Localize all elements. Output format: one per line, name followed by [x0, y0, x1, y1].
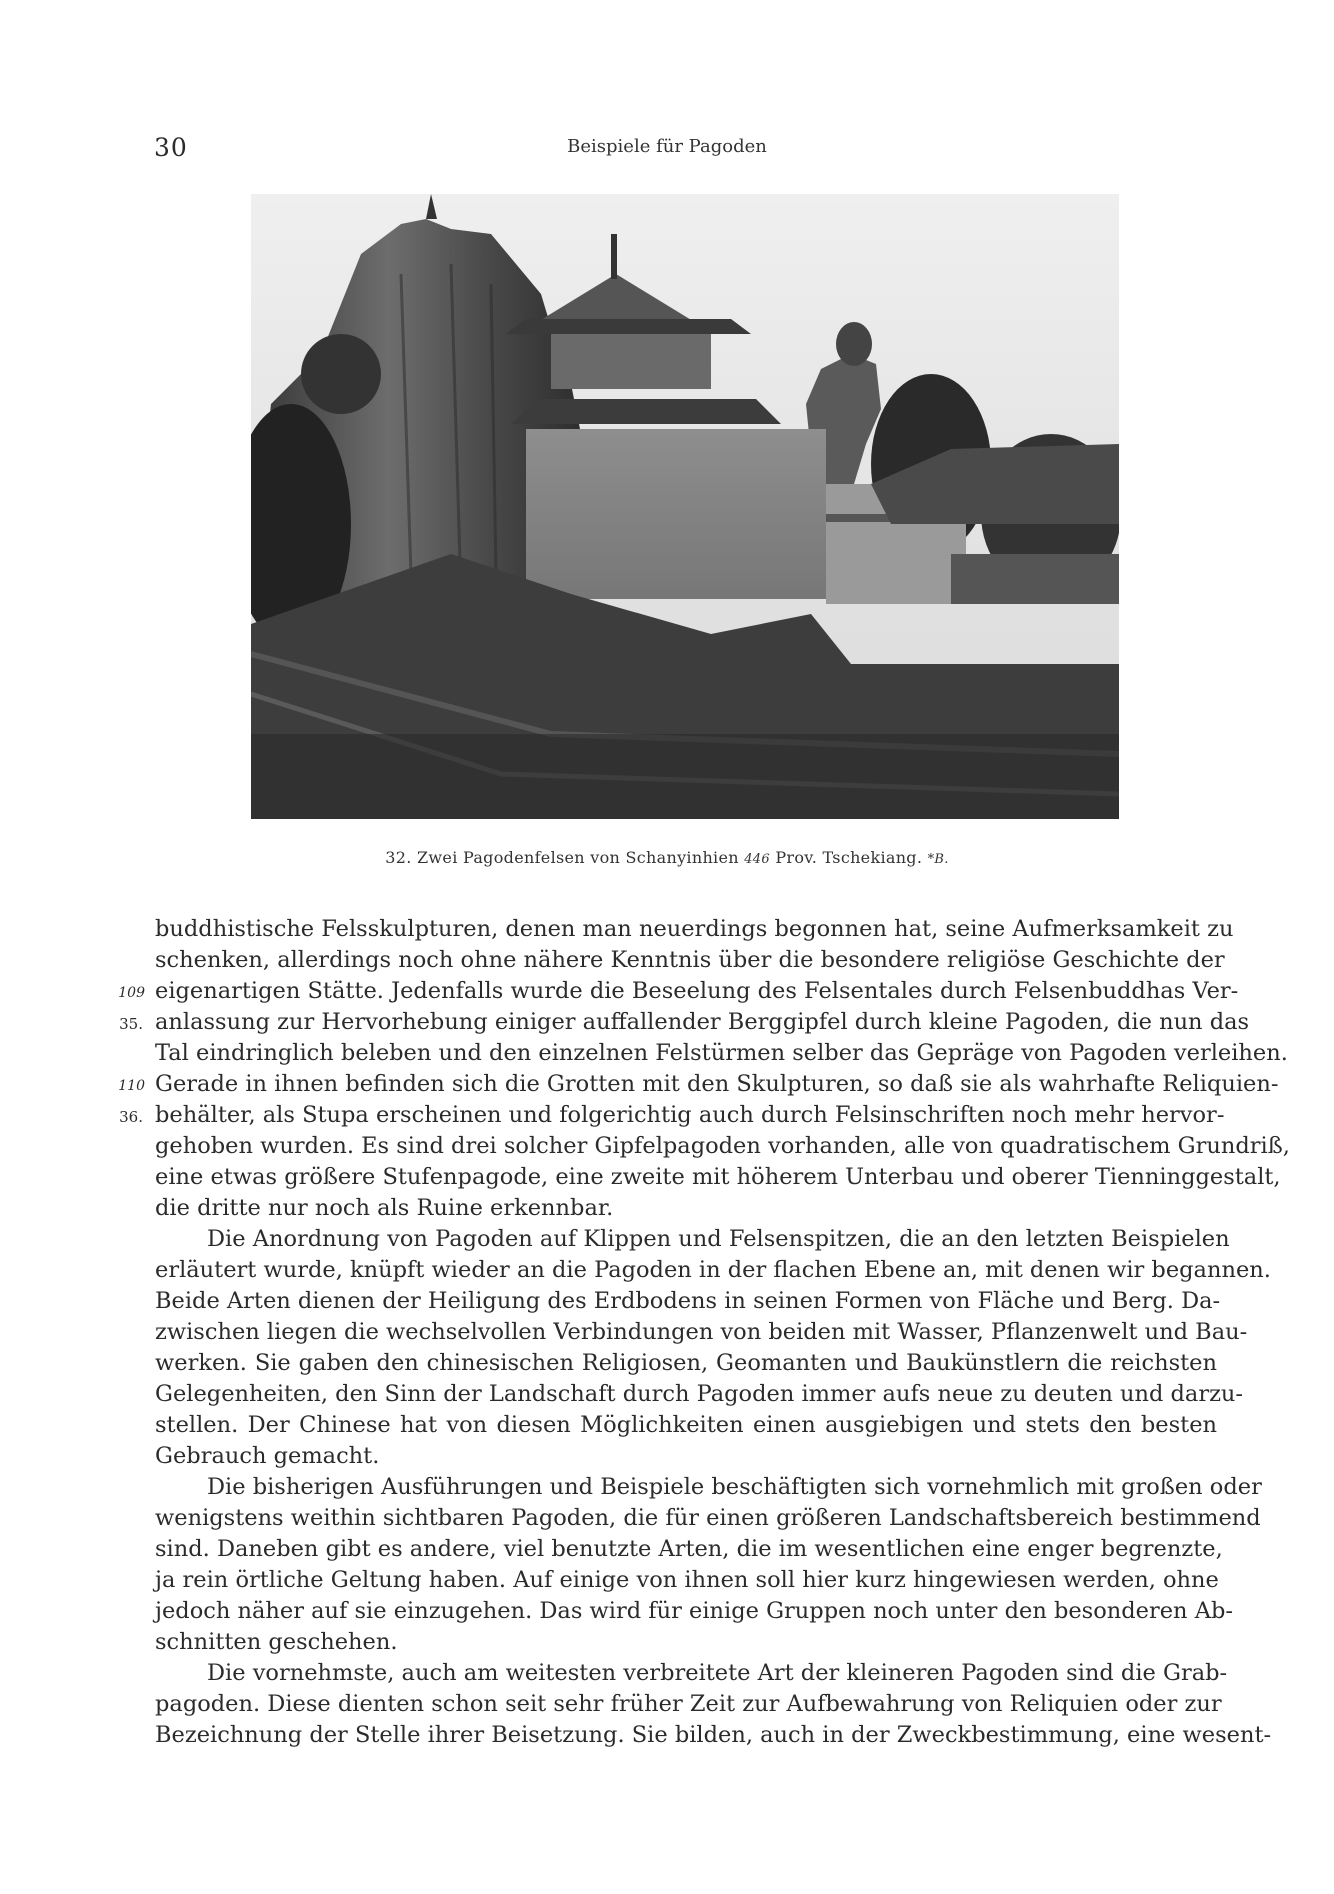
caption-text: 32. Zwei Pagodenfelsen von Schanyinhien — [385, 848, 745, 867]
margin-note: 35. — [119, 1015, 143, 1033]
text-line-content: pagoden. Diese dienten schon seit sehr früher Zeit zur Aufbewahrung von Reliquien oder zur — [155, 1691, 1222, 1717]
caption-ref: 446 — [744, 852, 770, 867]
text-line — [155, 914, 1234, 945]
text-line-content: gehoben wurden. Es sind drei solcher Gipfelpagoden vorhanden, alle von quadratischem Grundriß, — [155, 1133, 1290, 1159]
text-line-content: eigenartigen Stätte. Jedenfalls wurde die Beseelung des Felsentales durch Felsenbuddhas Ver- — [155, 978, 1239, 1004]
text-line — [119, 1007, 1250, 1038]
text-line-content: die dritte nur noch als Ruine erkennbar. — [155, 1195, 614, 1221]
photo-pagoda-rocks — [251, 194, 1119, 819]
text-line — [155, 1317, 1248, 1348]
text-line-content: eine etwas größere Stufenpagode, eine zweite mit höherem Unterbau und oberer Tienninggestalt, — [155, 1164, 1281, 1190]
margin-note: 110 — [118, 1078, 145, 1094]
text-line-content: behälter, als Stupa erscheinen und folgerichtig auch durch Felsinschriften noch mehr hervor- — [155, 1102, 1225, 1128]
text-line-content: erläutert wurde, knüpft wieder an die Pagoden in der flachen Ebene an, mit denen wir begannen. — [155, 1257, 1271, 1283]
text-line-content: sind. Daneben gibt es andere, viel benutzte Arten, die im wesentlichen eine enger begrenzte, — [155, 1536, 1223, 1562]
text-line — [155, 1441, 1217, 1472]
text-line-content: Beide Arten dienen der Heiligung des Erdbodens in seinen Formen von Fläche und Berg. Da- — [155, 1288, 1221, 1314]
text-line — [119, 1100, 1225, 1131]
caption-text-2: Prov. Tschekiang. — [769, 848, 928, 867]
text-line-content: Die bisherigen Ausführungen und Beispiele beschäftigten sich vornehmlich mit großen oder — [207, 1474, 1262, 1500]
photo-plate — [251, 194, 1119, 819]
text-line — [118, 976, 1239, 1007]
text-line-content: schenken, allerdings noch ohne nähere Kenntnis über die besondere religiöse Geschichte der — [155, 947, 1225, 973]
text-line — [155, 1193, 1217, 1224]
text-line — [155, 1131, 1290, 1162]
margin-note: 36. — [119, 1108, 143, 1126]
running-head: Beispiele für Pagoden — [567, 136, 767, 157]
margin-note: 109 — [118, 985, 145, 1001]
text-line — [155, 1596, 1233, 1627]
caption-mark: *B. — [927, 852, 949, 867]
text-line — [155, 1255, 1271, 1286]
text-line-content: Tal eindringlich beleben und den einzelnen Felstürmen selber das Gepräge von Pagoden verleihen. — [155, 1040, 1288, 1066]
text-line — [155, 1503, 1261, 1534]
text-line — [155, 1658, 1228, 1689]
text-line — [155, 1286, 1221, 1317]
text-line — [118, 1069, 1279, 1100]
text-line-content: buddhistische Felsskulpturen, denen man neuerdings begonnen hat, seine Aufmerksamkeit zu — [155, 916, 1234, 942]
text-line — [155, 1627, 1217, 1658]
text-line — [155, 1348, 1217, 1379]
text-line-content: Bezeichnung der Stelle ihrer Beisetzung. Sie bilden, auch in der Zweckbestimmung, eine wesent- — [155, 1722, 1272, 1748]
text-line-content: Die vornehmste, auch am weitesten verbreitete Art der kleineren Pagoden sind die Grab- — [207, 1660, 1228, 1686]
body-text — [118, 914, 1290, 1751]
text-line — [155, 1224, 1230, 1255]
text-line — [155, 1534, 1223, 1565]
text-line — [155, 1038, 1288, 1069]
text-line — [155, 945, 1225, 976]
text-line-content: wenigstens weithin sichtbaren Pagoden, die für einen größeren Landschaftsbereich bestimmend — [155, 1505, 1261, 1531]
text-line-content: jedoch näher auf sie einzugehen. Das wird für einige Gruppen noch unter den besonderen Ab- — [155, 1598, 1233, 1624]
text-line — [155, 1689, 1222, 1720]
text-line-content: Gelegenheiten, den Sinn der Landschaft durch Pagoden immer aufs neue zu deuten und darzu- — [155, 1381, 1244, 1407]
text-line-content: Gerade in ihnen befinden sich die Grotten mit den Skulpturen, so daß sie als wahrhafte Reliquien- — [155, 1071, 1279, 1097]
figure-caption — [0, 848, 1334, 867]
text-line-content: Gebrauch gemacht. — [155, 1443, 380, 1469]
text-line — [155, 1472, 1262, 1503]
text-line-content: werken. Sie gaben den chinesischen Religiosen, Geomanten und Baukünstlern die reichsten — [155, 1350, 1217, 1376]
text-line-content: zwischen liegen die wechselvollen Verbindungen von beiden mit Wasser, Pflanzenwelt und Bau- — [155, 1319, 1248, 1345]
text-line-content: anlassung zur Hervorhebung einiger auffallender Berggipfel durch kleine Pagoden, die nun das — [155, 1009, 1250, 1035]
text-line-content: ja rein örtliche Geltung haben. Auf einige von ihnen soll hier kurz hingewiesen werden, ohne — [155, 1567, 1219, 1593]
text-line-content: Die Anordnung von Pagoden auf Klippen und Felsenspitzen, die an den letzten Beispielen — [207, 1226, 1230, 1252]
text-line-content: schnitten geschehen. — [155, 1629, 398, 1655]
text-line — [155, 1379, 1244, 1410]
text-line-content: stellen. Der Chinese hat von diesen Möglichkeiten einen ausgiebigen und stets den besten — [155, 1412, 1217, 1438]
text-line — [155, 1720, 1272, 1751]
text-line — [155, 1565, 1217, 1596]
text-line — [155, 1162, 1281, 1193]
text-line — [155, 1410, 1217, 1441]
page-number: 30 — [154, 133, 188, 162]
